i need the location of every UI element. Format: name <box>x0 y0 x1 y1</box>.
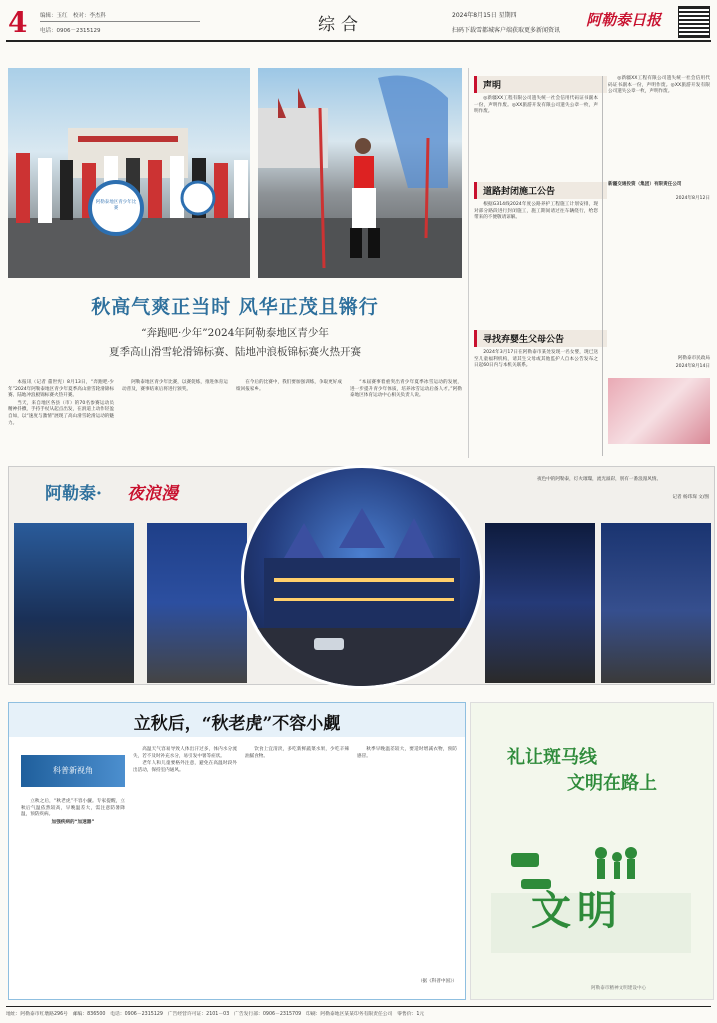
qr-code-icon[interactable] <box>678 6 710 38</box>
autumn-source: （据《科普中国》） <box>417 979 457 984</box>
night-credit: 记者 杨玮琛 文/图 <box>672 495 709 500</box>
photo-participants <box>8 68 250 278</box>
night-title-b: 夜浪漫 <box>127 484 178 504</box>
night-feature <box>8 466 715 685</box>
notice-continued <box>608 76 710 97</box>
main-subhead-1: “奔跑吧·少年”2024年阿勒泰地区青少年 <box>141 327 329 339</box>
main-headline: 秋高气爽正当时 风华正茂且锵行 <box>91 296 379 318</box>
main-paragraph: 当天，来自地区各县（市）的70名参赛运动员精神抖擞，手持手杖从起点出发，在滑道上动作轻盈自如，以“速度与激情”展现了高山滑雪轮滑运动的魅力。 <box>8 400 114 426</box>
main-column-4 <box>350 380 462 401</box>
autumn-subhead: 加强疾病的“加速器” <box>51 819 95 825</box>
night-photo-1 <box>14 523 134 683</box>
phone-line: 电话：0906－2315129 <box>40 28 101 34</box>
night-photo-2 <box>147 523 247 683</box>
notice-divider <box>602 76 603 456</box>
editor-line: 编辑：玉红 校对：李杰科 <box>40 13 107 19</box>
autumn-paragraph: 高温天气容易导致人体出汗过多，体内水分流失，若不及时补充水分，易引发中暑等症状。 <box>133 747 237 759</box>
road-date: 2024年8月12日 <box>675 196 710 201</box>
main-paragraph: 本报讯（记者 董世宪）8月13日，“奔跑吧·少年”2024年阿勒泰地区青少年夏季高山滑雪轮滑锦标赛、陆地冲浪板锦标赛火热开赛。 <box>8 380 114 399</box>
road-paragraph: 根据G314线2024年度公路养护工程施工计划安排，现对部分路段进行封闭施工，施工期间请过往车辆绕行，给您带来的不便敬请谅解。 <box>474 202 598 221</box>
footer: 地址：阿勒泰市红墩路296号 邮编：836500 电话：0906－2315129 广告经营许可证：2101－03 广告发行部：0906－2315709 印刷：阿勒泰地区某某印务有限责任公司 零售价：1元 <box>6 1006 711 1017</box>
statement-paragraph: ◎新疆XX工程有限公司遗失统一社会信用代码证书副本一份，声明作废。◎XX旅游开发有限公司遗失公章一枚，声明作废。 <box>608 76 710 95</box>
app-notice: 扫码下载雪都城客户端获取更多新闻资讯 <box>452 27 561 34</box>
ad-line-2: 文明在路上 <box>567 773 657 794</box>
autumn-column-1 <box>21 799 125 827</box>
photo-skater <box>258 68 462 278</box>
autumn-paragraph: 饮食上宜清淡，多吃新鲜蔬菜水果，少吃辛辣油腻食物。 <box>245 747 349 759</box>
main-paragraph: 在今后的比赛中，我们要加强训练，争取更好成绩回报家乡。 <box>236 380 342 392</box>
science-logo: 科普新视角 <box>21 755 125 787</box>
issue-date: 2024年8月15日 星期四 <box>452 12 517 19</box>
main-paragraph: 阿勒泰地区青少年比赛，以赛促练，推进体育运动普及，赛事结束后将进行颁奖。 <box>122 380 228 392</box>
parents-notice-text <box>474 350 598 371</box>
ad-big-text: 文明 <box>531 887 623 934</box>
baby-photo <box>608 378 710 444</box>
autumn-headline: 立秋后，“秋老虎”不容小觑 <box>133 714 341 734</box>
main-column-1 <box>8 380 114 428</box>
autumn-column-2 <box>133 747 237 775</box>
statement-heading: 声明 <box>474 76 607 93</box>
road-sign: 新疆交通投资（集团）有限责任公司 <box>608 182 682 187</box>
section-title: 综合 <box>318 15 364 35</box>
newspaper-logo: 阿勒泰日报 <box>586 11 662 29</box>
road-notice-text <box>474 202 598 223</box>
main-subhead-2: 夏季高山滑雪轮滑锦标赛、陆地冲浪板锦标赛火热开赛 <box>109 346 361 358</box>
parents-date: 2024年8月14日 <box>675 364 710 369</box>
header-rule <box>6 40 711 42</box>
road-notice-heading: 道路封闭施工公告 <box>474 182 607 199</box>
night-photo-4 <box>601 523 711 683</box>
ad-credit: 阿勒泰市精神文明建设中心 <box>591 986 647 991</box>
parents-notice-heading: 寻找弃婴生父母公告 <box>474 330 607 347</box>
autumn-paragraph: 老年人和儿童要格外注意，避免在高温时段外出活动，保持室内通风。 <box>133 761 237 773</box>
parents-paragraph: 2024年3月17日在阿勒泰市某处发现一名女婴，现已送至儿童福利机构，请其生父母或其他监护人自本公告发布之日起60日内与本机关联系。 <box>474 350 598 369</box>
banner-text: 阿勒泰地区青少年比赛 <box>95 200 137 211</box>
night-caption: 夜色中的阿勒泰，灯火璀璨，流光溢彩，别有一番浪漫风情。 <box>537 477 662 482</box>
ad-line-1: 礼让斑马线 <box>507 747 597 768</box>
autumn-paragraph: 秋季早晚温差较大，要适时增减衣物，预防感冒。 <box>357 747 457 759</box>
autumn-column-4 <box>357 747 457 761</box>
night-photo-3 <box>485 523 595 683</box>
column-divider <box>468 68 469 458</box>
parents-sign: 阿勒泰市民政局 <box>677 356 710 361</box>
night-title-a: 阿勒泰· <box>45 484 102 504</box>
statement-text <box>474 96 598 117</box>
statement-paragraph: ◎新疆XX工程有限公司遗失统一社会信用代码证书副本一份，声明作废。◎XX旅游开发有限公司遗失公章一枚，声明作废。 <box>474 96 598 115</box>
autumn-article <box>8 702 466 1000</box>
autumn-paragraph: 立秋之后，“秋老虎”不容小觑。专家提醒，立秋后气温依然较高，早晚温差大，需注意防暑降温，预防疾病。 <box>21 799 125 818</box>
main-paragraph: “本届赛事着重突出青少年夏季冰雪运动的发展，进一步提升青少年体质，培养冰雪运动后备人才。”阿勒泰地区体育运动中心相关负责人说。 <box>350 380 462 399</box>
header-divider <box>40 21 200 22</box>
night-photo-center <box>241 465 483 689</box>
page-number: 4 <box>8 6 28 39</box>
autumn-column-3 <box>245 747 349 761</box>
civility-ad <box>470 702 714 1000</box>
main-column-3 <box>236 380 342 394</box>
main-column-2 <box>122 380 228 394</box>
